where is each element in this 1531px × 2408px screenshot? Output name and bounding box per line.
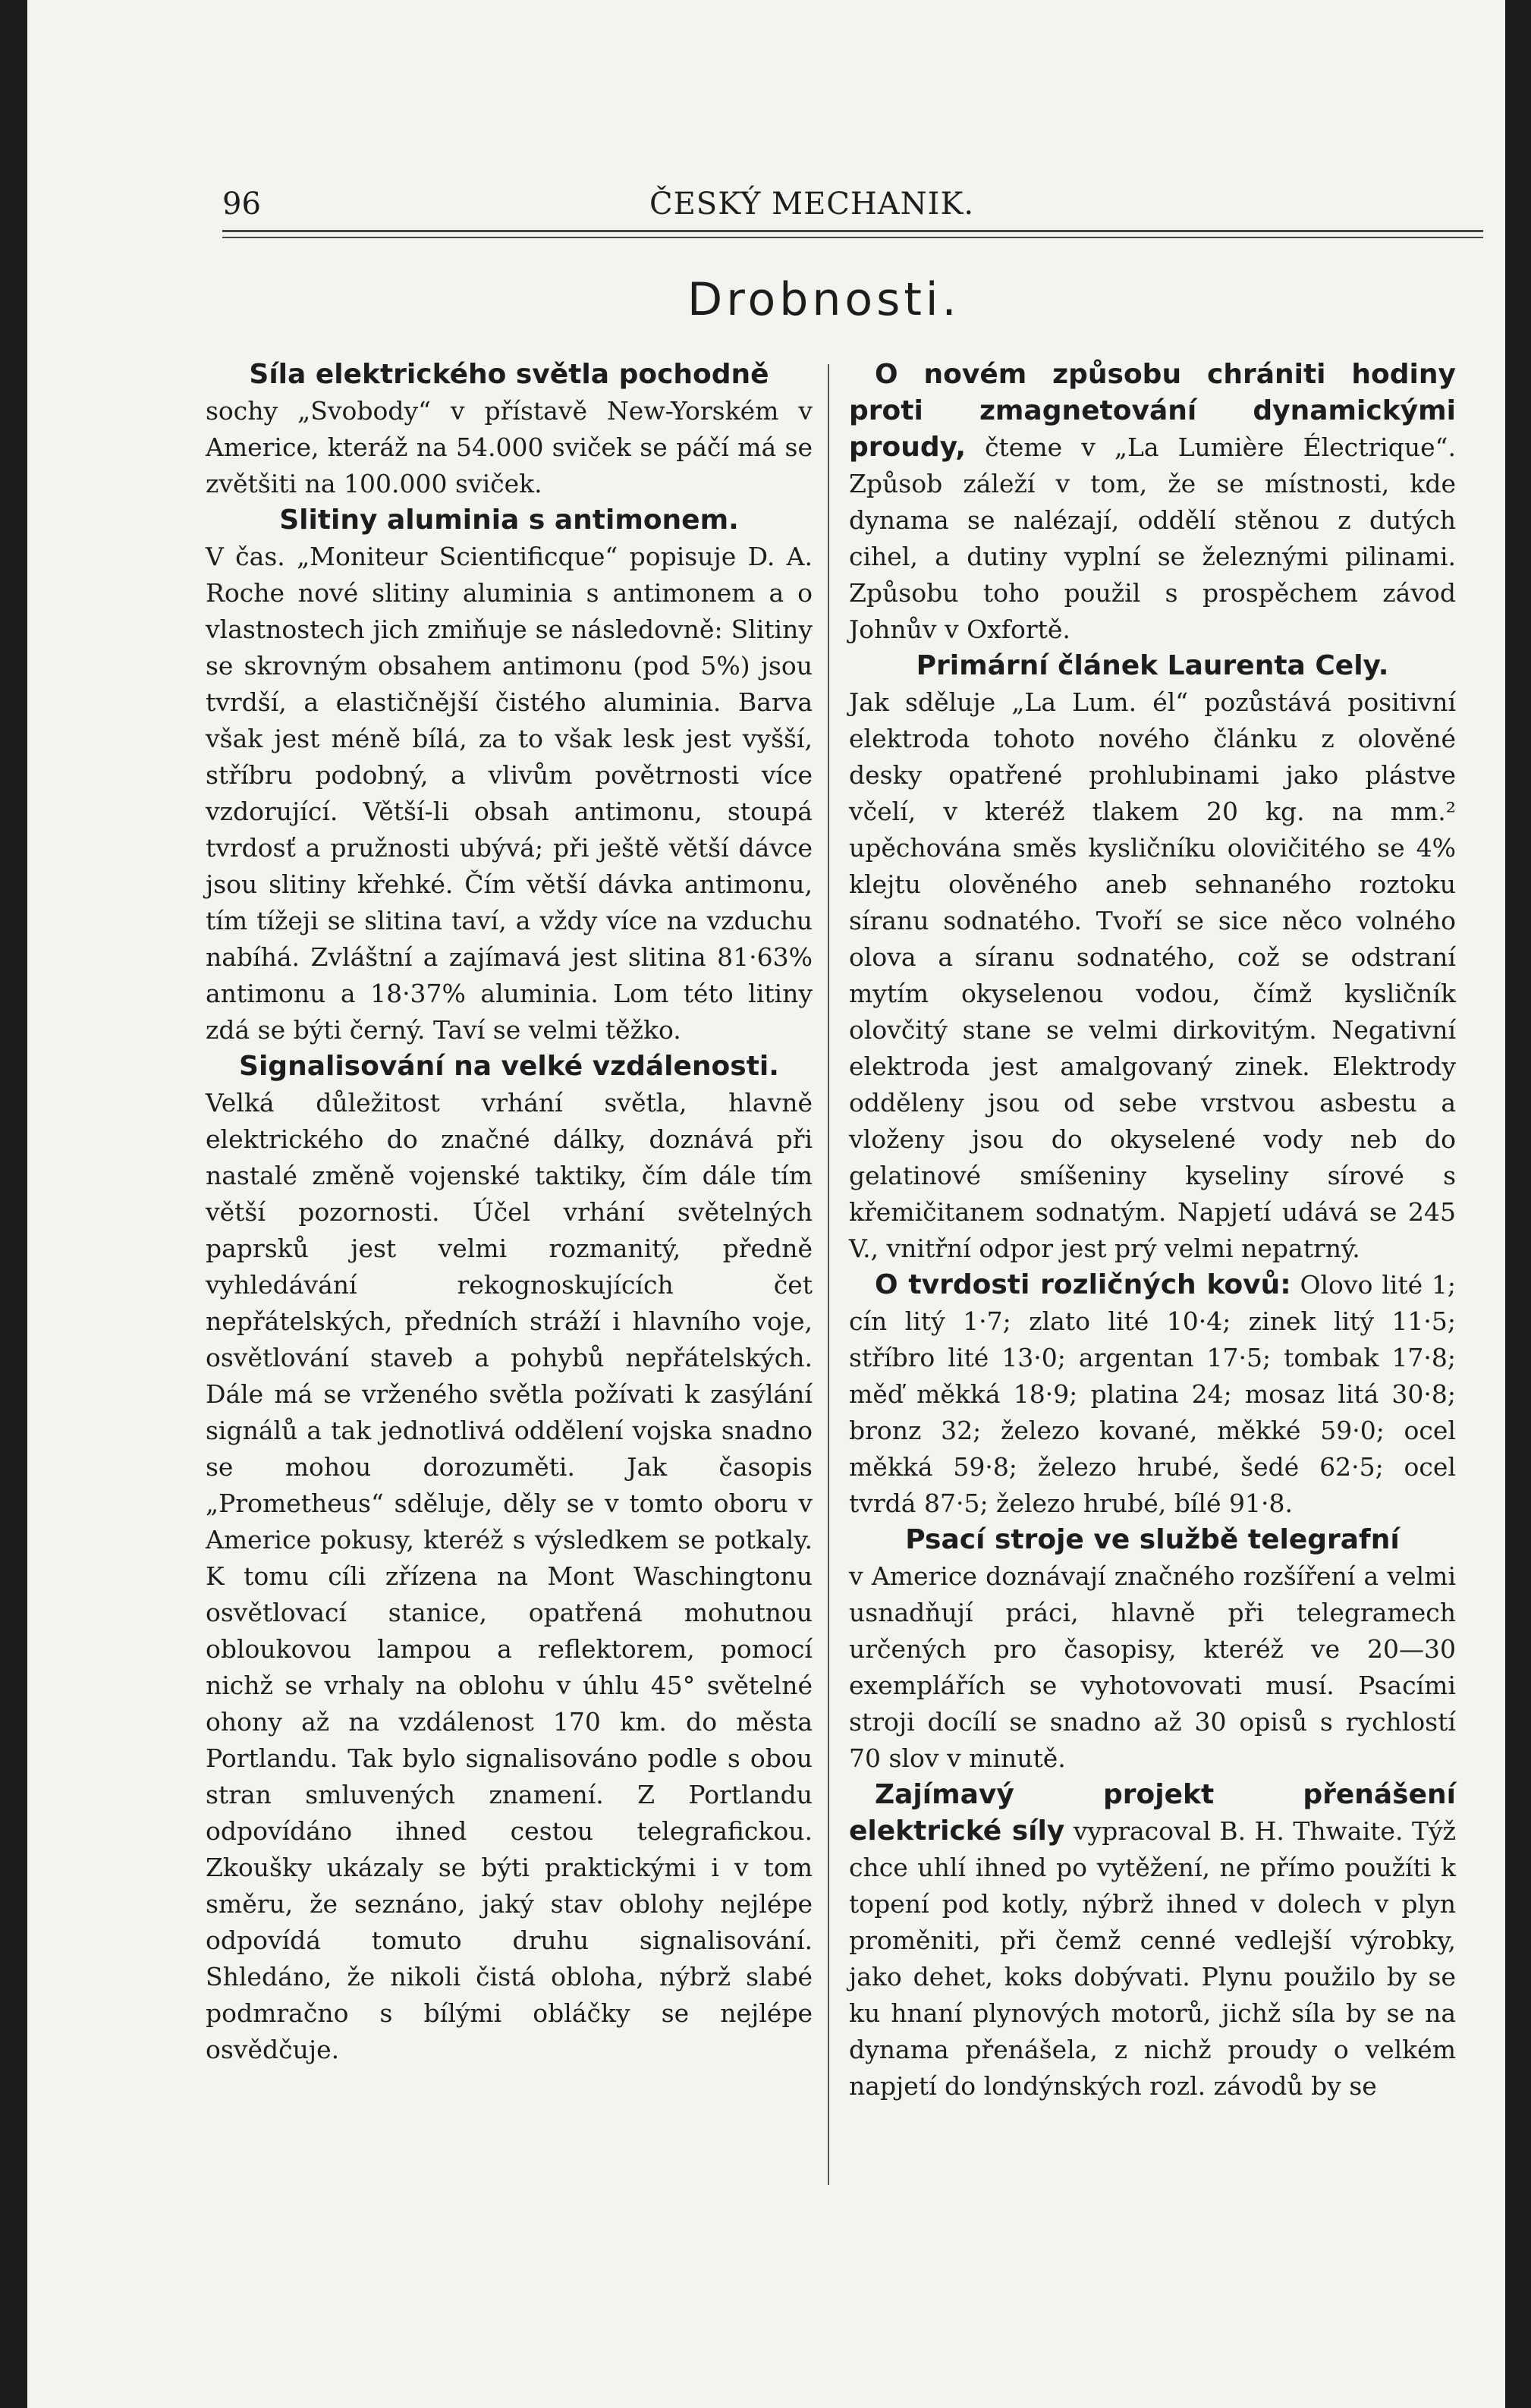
article-body: V čas. „Moniteur Scientificque“ popisuje D. A. Roche nové slitiny aluminia s antimonem a o vlastnostech jich zmiňuje se následovně: Slitiny se skrovným obsahem antimonu (pod 5%) jsou tvrdší, a elastičnější čistého aluminia. Barva však jest méně bílá, za to však lesk jest vyšší, stříbru podobný, a vlivům povětrnosti více vzdorující. Větší-li obsah antimonu, stoupá tvrdosť a pružnosti ubývá; při ještě větší dávce jsou slitiny křehké. Čím větší dávka antimonu, tím tížeji se slitina taví, a vždy více na vzduchu nabíhá. Zvláštní a zajímavá jest slitina 81·63% antimonu a 18·37% aluminia. Lom této litiny zdá se býti černý. Taví se velmi těžko. xyxy=(206,542,813,1045)
running-header xyxy=(222,187,1483,232)
article-heading: Zajímavý projekt přenášení elektrické síly xyxy=(849,1779,1456,1847)
article-paragraph xyxy=(849,1267,1456,1522)
page xyxy=(27,0,1505,2408)
column-divider xyxy=(828,364,829,2185)
page-number: 96 xyxy=(222,187,261,222)
header-rule-double xyxy=(222,237,1483,238)
article-body: vypracoval B. H. Thwaite. Týž chce uhlí ihned po vytěžení, ne přímo použíti k topení pod kotly, nýbrž ihned v dolech v plyn proměniti, při čemž cenné vedlejší výrobky, jako dehet, koks dobývati. Plynu použilo by se ku hnaní plynových motorů, jichž síla by se na dynama přenášela, z nichž proudy o velkém napjetí do londýnských rozl. závodů by se xyxy=(849,1816,1456,2101)
article-heading: Slitiny aluminia s antimonem. xyxy=(279,505,739,536)
article-body: v Americe doznávají značného rozšíření a velmi usnadňují práci, hlavně při telegramech určených pro časopisy, kteréž ve 20—30 exemplářích se vyhotovovati musí. Psacími stroji docílí se snadno až 30 opisů s rychlostí 70 slov v minutě. xyxy=(849,1561,1456,1773)
article-paragraph xyxy=(849,357,1456,648)
article-heading: Psací stroje ve službě telegrafní xyxy=(905,1524,1400,1555)
article-heading: Síla elektrického světla pochodně xyxy=(249,359,769,390)
header-rule xyxy=(222,230,1483,232)
article-heading: O novém způsobu chrániti hodiny proti zmagnetování dynamickými proudy, xyxy=(849,359,1456,463)
article-body: Olovo lité 1; cín litý 1·7; zlato lité 10·4; zinek litý 11·5; stříbro lité 13·0; argentan 17·5; tombak 17·8; měď měkká 18·9; platina 24; mosaz litá 30·8; bronz 32; železo kované, měkké 59·0; ocel měkká 59·8; železo hrubé, šedé 62·5; ocel tvrdá 87·5; železo hrubé, bílé 91·8. xyxy=(849,1270,1456,1518)
article-paragraph xyxy=(849,1777,1456,2105)
article-heading: O tvrdosti rozličných kovů: xyxy=(875,1269,1291,1300)
right-column xyxy=(849,357,1456,2105)
article-body: Velká důležitost vrhání světla, hlavně elektrického do značné dálky, doznává při nastalé změně vojenské taktiky, čím dále tím větší pozornosti. Účel vrhání světelných paprsků jest velmi rozmanitý, předně vyhledávání rekognoskujících čet nepřátelských, předních stráží i hlavního voje, osvětlování staveb a pohybů nepřátelských. Dále má se vrženého světla požívati k zasýlání signálů a tak jednotlivá oddělení vojska snadno se mohou dorozuměti. Jak časopis „Prometheus“ sděluje, děly se v tomto oboru v Americe pokusy, kteréž s výsledkem se potkaly. K tomu cíli zřízena na Mont Waschingtonu osvětlovací stanice, opatřená mohutnou obloukovou lampou a reflektorem, pomocí nichž se vrhaly na oblohu v úhlu 45° světelné ohony až na vzdálenost 170 km. do města Portlandu. Tak bylo signalisováno podle s obou stran smluvených znamení. Z Portlandu odpovídáno ihned cestou telegrafickou. Zkoušky ukázaly se býti praktickými i v tom směru, že seznáno, jaký stav oblohy nejlépe odpovídá tomuto druhu signalisování. Shledáno, že nikoli čistá obloha, nýbrž slabé podmračno s bílými obláčky se nejlépe osvědčuje. xyxy=(206,1088,813,2064)
article-heading: Primární článek Laurenta Cely. xyxy=(916,650,1389,681)
article-body: čteme v „La Lumière Électrique“. Způsob záleží v tom, že se místnosti, kde dynama se nalézají, oddělí stěnou z dutých cihel, a dutiny vyplní se železnými pilinami. Způsobu toho použil s prospěchem závod Johnův v Oxfortě. xyxy=(849,432,1456,644)
section-title: Drobnosti. xyxy=(687,273,960,326)
article-body: Jak sděluje „La Lum. él“ pozůstává positivní elektroda tohoto nového článku z olověné desky opatřené prohlubinami jako plástve včelí, v kteréž tlakem 20 kg. na mm.² upěchována směs kysličníku olovičitého se 4% klejtu olověného aneb sehnaného roztoku síranu sodnatého. Tvoří se sice něco volného olova a síranu sodnatého, což se odstraní mytím okyselenou vodou, čímž kysličník olovčitý stane se velmi dirkovitým. Negativní elektroda jest amalgovaný zinek. Elektrody odděleny jsou od sebe vrstvou asbestu a vloženy jsou do okyselené vody neb do gelatinové smíšeniny kyseliny sírové s křemičitanem sodnatým. Napjetí udává se 245 V., vnitřní odpor jest prý velmi nepatrný. xyxy=(849,687,1456,1263)
journal-title: ČESKÝ MECHANIK. xyxy=(649,187,975,222)
left-column xyxy=(206,357,813,2068)
article-heading: Signalisování na velké vzdálenosti. xyxy=(239,1051,779,1082)
article-body: sochy „Svobody“ v přístavě New-Yorském v Americe, kteráž na 54.000 sviček se páčí má se zvětšiti na 100.000 sviček. xyxy=(206,396,813,498)
